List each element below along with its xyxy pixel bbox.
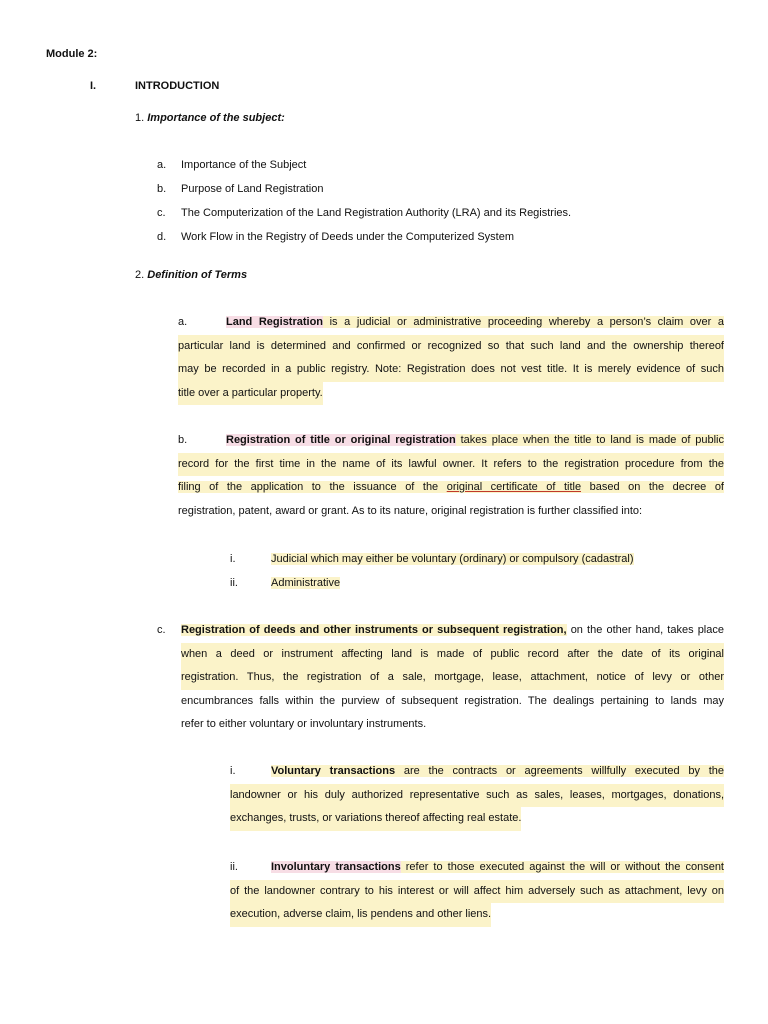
list-item-text: Work Flow in the Registry of Deeds under the Computerized System xyxy=(181,231,514,243)
subsection-1-number: 1. xyxy=(135,112,145,124)
definition-b-term: Registration of title or original registration xyxy=(226,434,456,446)
definition-c-i-text: are the contracts or agreements willfully executed by the xyxy=(395,765,724,777)
subsection-2-heading xyxy=(135,269,247,281)
list-item-text: Purpose of Land Registration xyxy=(181,183,324,195)
definition-c xyxy=(181,619,724,737)
original-certificate-of-title-text: original certificate of title xyxy=(446,481,582,494)
definition-c-text: on the other hand, takes place xyxy=(566,624,724,636)
definition-a-line-1 xyxy=(178,311,724,335)
list-item: d. xyxy=(157,231,167,243)
definition-c-i-line-3: exchanges, trusts, or variations thereof affecting real estate. xyxy=(230,807,521,831)
module-title: Module 2: xyxy=(46,48,98,60)
definition-b-line-3 xyxy=(178,476,724,500)
definition-c-ii-line-3: execution, adverse claim, lis pendens and other liens. xyxy=(230,903,491,927)
definition-c-ii-line-1 xyxy=(230,856,724,880)
definition-b-text: takes place when the title to land is made of public xyxy=(455,434,724,446)
definition-c-ii xyxy=(230,856,724,927)
subsection-1-heading xyxy=(135,112,285,124)
definition-c-i xyxy=(230,760,724,831)
definition-c-marker: c. xyxy=(157,624,166,636)
list-item: c. xyxy=(157,207,166,219)
section-title: INTRODUCTION xyxy=(135,80,220,92)
definition-a-term: Land Registration xyxy=(226,316,324,328)
section-numeral: I. xyxy=(90,80,97,92)
definition-c-ii-marker: ii. xyxy=(230,861,238,873)
definition-c-i-marker: i. xyxy=(230,765,236,777)
list-item: ii. xyxy=(230,577,238,589)
list-item-text: Administrative xyxy=(271,577,341,589)
definition-b-line-2: record for the first time in the name of its lawful owner. It refers to the registration procedure from the xyxy=(178,453,724,477)
definition-c-line-3: registration. Thus, the registration of a sale, mortgage, lease, attachment, notice of levy or other xyxy=(181,666,724,690)
definition-b xyxy=(178,429,724,523)
list-item: a. xyxy=(157,159,167,171)
definition-c-i-term: Voluntary transactions xyxy=(271,765,396,777)
definition-c-line-5: refer to either voluntary or involuntary instruments. xyxy=(181,718,427,731)
list-item-text: Judicial which may either be voluntary (ordinary) or compulsory (cadastral) xyxy=(271,553,634,565)
definition-c-i-line-1 xyxy=(230,760,724,784)
definition-b-line-4: registration, patent, award or grant. As to its nature, original registration is further classified into: xyxy=(178,504,643,517)
list-item: b. xyxy=(157,183,167,195)
definition-b-line-3-post: based on the decree of xyxy=(581,481,724,494)
definition-b-marker: b. xyxy=(178,434,188,446)
definition-c-ii-text: refer to those executed against the will or without the consent xyxy=(400,861,724,873)
definition-a-line-2: particular land is determined and confirmed or recognized so that such land and the ownership thereof xyxy=(178,335,724,359)
definition-b-line-1 xyxy=(178,429,724,453)
definition-c-term: Registration of deeds and other instruments or subsequent registration, xyxy=(181,624,567,636)
definition-c-line-4: encumbrances falls within the purview of subsequent registration. The dealings pertaining to lands may xyxy=(181,694,724,707)
definition-b-line-3-pre: filing of the application to the issuance of the xyxy=(178,481,447,494)
definition-a xyxy=(178,311,724,405)
subsection-2-title: Definition of Terms xyxy=(147,269,248,281)
definition-a-line-3: may be recorded in a public registry. Note: Registration does not vest title. It is merely evidence of such xyxy=(178,358,724,382)
subsection-1-title: Importance of the subject: xyxy=(147,112,285,124)
definition-c-line-1 xyxy=(181,619,724,643)
definition-c-ii-term: Involuntary transactions xyxy=(271,861,401,873)
subsection-2-number: 2. xyxy=(135,269,145,281)
definition-c-ii-line-2: of the landowner contrary to his interest or will affect him adversely such as attachment, levy on xyxy=(230,880,724,904)
definition-a-text: is a judicial or administrative proceeding whereby a person’s claim over a xyxy=(323,316,724,328)
definition-a-marker: a. xyxy=(178,316,188,328)
list-item: i. xyxy=(230,553,236,565)
definition-a-line-4: title over a particular property. xyxy=(178,382,323,406)
list-item-text: The Computerization of the Land Registration Authority (LRA) and its Registries. xyxy=(181,207,572,219)
list-item-text: Importance of the Subject xyxy=(181,159,307,171)
definition-c-line-2: when a deed or instrument affecting land is made of public record after the date of its original xyxy=(181,643,724,667)
definition-c-i-line-2: landowner or his duly authorized representative such as sales, leases, mortgages, donations, xyxy=(230,784,724,808)
